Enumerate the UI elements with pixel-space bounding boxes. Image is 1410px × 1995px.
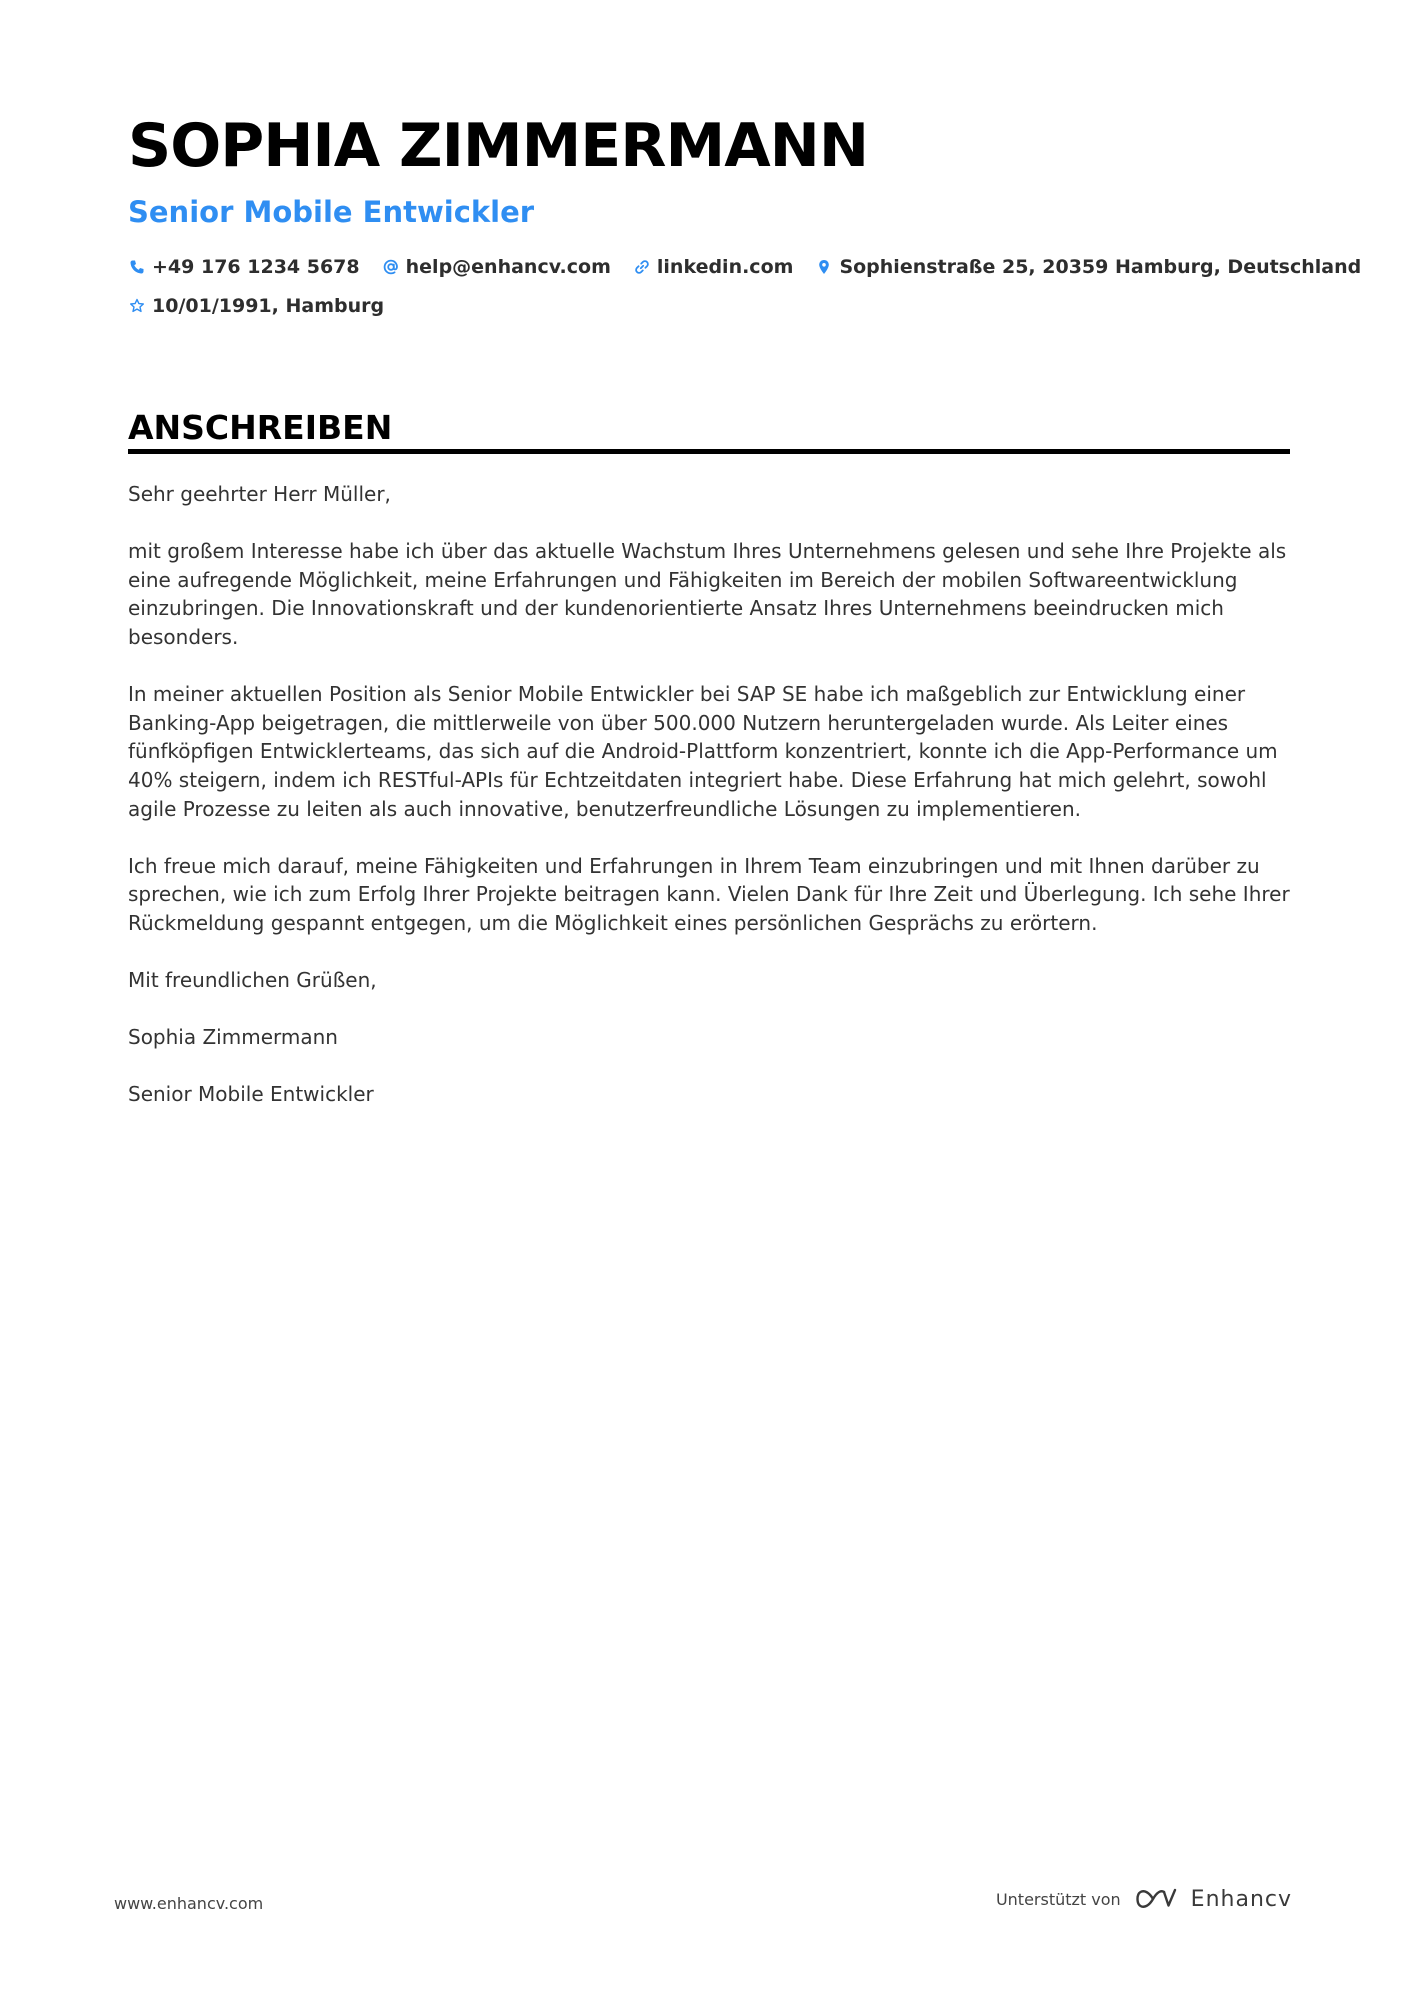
letter-paragraph: Ich freue mich darauf, meine Fähigkeiten und Erfahrungen in Ihrem Team einzubringen und mit Ihnen darüber zu sprechen, wie ich zum Erfolg Ihrer Projekte beitragen kann. Vielen Dank für Ihre Zeit und Überlegung. Ich sehe Ihrer Rückmeldung gespannt entgegen, um die Möglichkeit eines persönlichen Gesprächs zu erörtern. [128, 853, 1290, 935]
signature-role: Senior Mobile Entwickler [128, 1082, 374, 1107]
letter-paragraph: mit großem Interesse habe ich über das aktuelle Wachstum Ihres Unternehmens gelesen und sehe Ihre Projekte als eine aufregende Möglichkeit, meine Erfahrungen und Fähigkeiten im Bereich der mobilen Softwareentwicklung einzubringen. Die Innovationskraft und der kundenorientierte Ansatz Ihres Unternehmens beeindrucken mich besonders. [128, 539, 1287, 649]
contact-address [815, 256, 1361, 278]
contact-phone [128, 256, 360, 278]
contact-info [128, 252, 1362, 330]
contact-linkedin[interactable] [633, 256, 794, 278]
letter-salutation: Sehr geehrter Herr Müller, [128, 482, 391, 506]
location-pin-icon [815, 258, 833, 276]
brand-name: Enhancv [1190, 1886, 1292, 1912]
signature-name: Sophia Zimmermann [128, 1025, 338, 1050]
contact-birth-text: 10/01/1991, Hamburg [152, 295, 385, 317]
phone-icon [128, 258, 146, 276]
star-icon [128, 297, 146, 315]
contact-email[interactable] [382, 256, 611, 278]
enhancv-logo-icon [1133, 1886, 1179, 1912]
contact-row [128, 291, 1290, 321]
footer-brand[interactable] [996, 1886, 1292, 1912]
contact-birth [128, 295, 384, 317]
link-icon [633, 258, 651, 276]
applicant-role: Senior Mobile Entwickler [128, 195, 535, 229]
letter-closing: Mit freundlichen Grüßen, [128, 968, 377, 993]
contact-row [128, 252, 1362, 282]
section-divider [128, 449, 1290, 454]
contact-address-text: Sophienstraße 25, 20359 Hamburg, Deutschland [839, 256, 1362, 278]
at-icon [382, 258, 400, 276]
powered-by-label: Unterstützt von [995, 1889, 1121, 1909]
letter-paragraph: In meiner aktuellen Position als Senior Mobile Entwickler bei SAP SE habe ich maßgeblich zur Entwicklung einer Banking-App beigetragen, die mittlerweile von über 500.000 Nutzern heruntergeladen wurde. Als Leiter eines fünfköpfigen Entwicklerteams, das sich auf die Android-Plattform konzentriert, konnte ich die App-Performance um 40% steigern, indem ich RESTful-APIs für Echtzeitdaten integriert habe. Diese Erfahrung hat mich gelehrt, sowohl agile Prozesse zu leiten als auch innovative, benutzerfreundliche Lösungen zu implementieren. [128, 682, 1278, 821]
contact-phone-text: +49 176 1234 5678 [152, 256, 360, 278]
contact-email-text: help@enhancv.com [405, 256, 611, 278]
contact-linkedin-text: linkedin.com [656, 256, 794, 278]
applicant-name: SOPHIA ZIMMERMANN [128, 111, 869, 181]
section-title: ANSCHREIBEN [128, 408, 393, 447]
letter-body [128, 480, 1290, 1138]
footer-url[interactable]: www.enhancv.com [114, 1894, 264, 1913]
